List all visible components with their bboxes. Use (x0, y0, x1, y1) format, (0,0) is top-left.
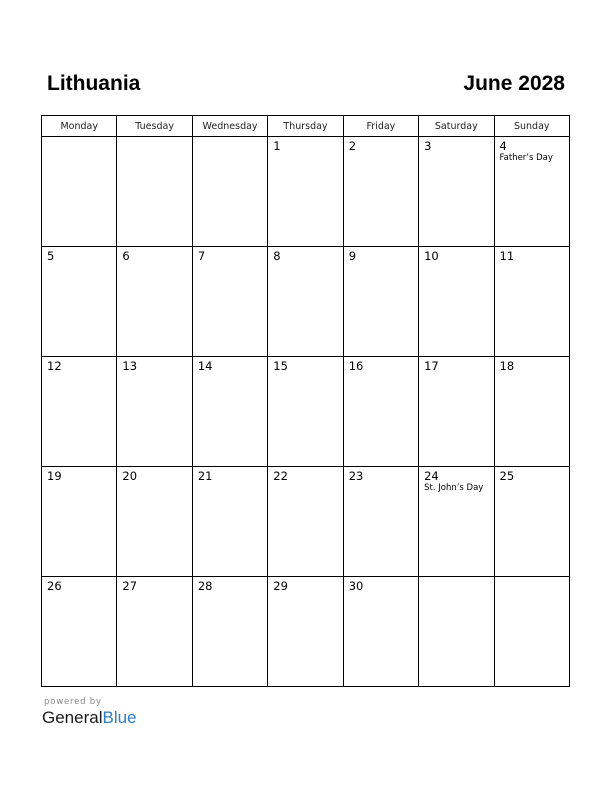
day-number: 26 (47, 579, 62, 593)
empty-day-cell (42, 137, 117, 247)
day-cell (192, 577, 267, 687)
day-number: 5 (47, 249, 55, 263)
day-cell (42, 247, 117, 357)
day-cell (268, 137, 343, 247)
day-number: 16 (348, 359, 364, 373)
day-cell (192, 357, 267, 467)
weekday-header: Tuesday (117, 116, 192, 137)
weekday-header: Friday (343, 116, 418, 137)
day-number: 23 (348, 469, 364, 483)
day-number: 25 (499, 469, 515, 483)
day-cell (494, 467, 569, 577)
day-number: 20 (122, 469, 138, 483)
day-number: 12 (47, 359, 62, 373)
day-number: 13 (122, 359, 138, 373)
day-cell (343, 357, 418, 467)
day-number: 7 (197, 249, 206, 263)
day-number: 21 (197, 469, 213, 483)
empty-day-cell (419, 577, 494, 687)
day-number: 10 (424, 249, 439, 263)
month-year-title: June 2028 (463, 72, 565, 95)
day-number: 8 (273, 249, 281, 263)
day-cell (419, 357, 494, 467)
weekday-header: Thursday (268, 116, 343, 137)
day-number: 6 (122, 249, 130, 263)
weekday-header: Wednesday (192, 116, 267, 137)
calendar-grid (41, 115, 570, 687)
weekday-header-row (42, 116, 570, 137)
day-number: 27 (122, 579, 138, 593)
day-cell (419, 467, 494, 577)
day-number: 9 (348, 249, 357, 263)
day-cell (494, 357, 569, 467)
day-cell (343, 577, 418, 687)
day-cell (494, 247, 569, 357)
day-cell (268, 357, 343, 467)
footer-branding (42, 697, 137, 728)
day-cell (192, 247, 267, 357)
brand-name-part2: Blue (102, 708, 137, 727)
day-cell (42, 467, 117, 577)
week-row (42, 137, 570, 247)
day-cell (494, 137, 569, 247)
day-cell (42, 577, 117, 687)
day-number: 18 (499, 359, 515, 373)
day-number: 15 (273, 359, 288, 373)
powered-by-text: powered by (44, 697, 102, 707)
brand-logo (42, 708, 137, 728)
day-cell (343, 137, 418, 247)
day-cell (343, 467, 418, 577)
week-row (42, 247, 570, 357)
day-cell (343, 247, 418, 357)
weekday-header: Sunday (494, 116, 569, 137)
day-number: 22 (273, 469, 288, 483)
day-number: 30 (348, 579, 364, 593)
day-number: 19 (47, 469, 62, 483)
empty-day-cell (117, 137, 192, 247)
day-cell (117, 247, 192, 357)
day-cell (419, 137, 494, 247)
day-number: 11 (499, 249, 515, 263)
day-cell (268, 467, 343, 577)
holiday-label: St. John’s Day (424, 483, 484, 493)
day-number: 2 (348, 139, 357, 153)
day-number: 1 (273, 139, 281, 153)
day-cell (117, 577, 192, 687)
empty-day-cell (192, 137, 267, 247)
week-row (42, 467, 570, 577)
holiday-label: Father’s Day (499, 153, 553, 163)
weekday-header: Monday (42, 116, 117, 137)
day-number: 3 (424, 139, 432, 153)
day-cell (42, 357, 117, 467)
day-cell (117, 357, 192, 467)
day-cell (268, 247, 343, 357)
day-cell (419, 247, 494, 357)
day-cell (268, 577, 343, 687)
day-number: 4 (499, 139, 507, 153)
empty-day-cell (494, 577, 569, 687)
day-cell (117, 467, 192, 577)
weekday-header: Saturday (419, 116, 494, 137)
day-number: 28 (197, 579, 213, 593)
day-number: 24 (424, 469, 439, 483)
day-number: 17 (424, 359, 439, 373)
brand-name-part1: General (42, 708, 103, 727)
day-number: 29 (273, 579, 288, 593)
day-number: 14 (197, 359, 213, 373)
day-cell (192, 467, 267, 577)
country-title: Lithuania (47, 72, 141, 95)
week-row (42, 577, 570, 687)
week-row (42, 357, 570, 467)
